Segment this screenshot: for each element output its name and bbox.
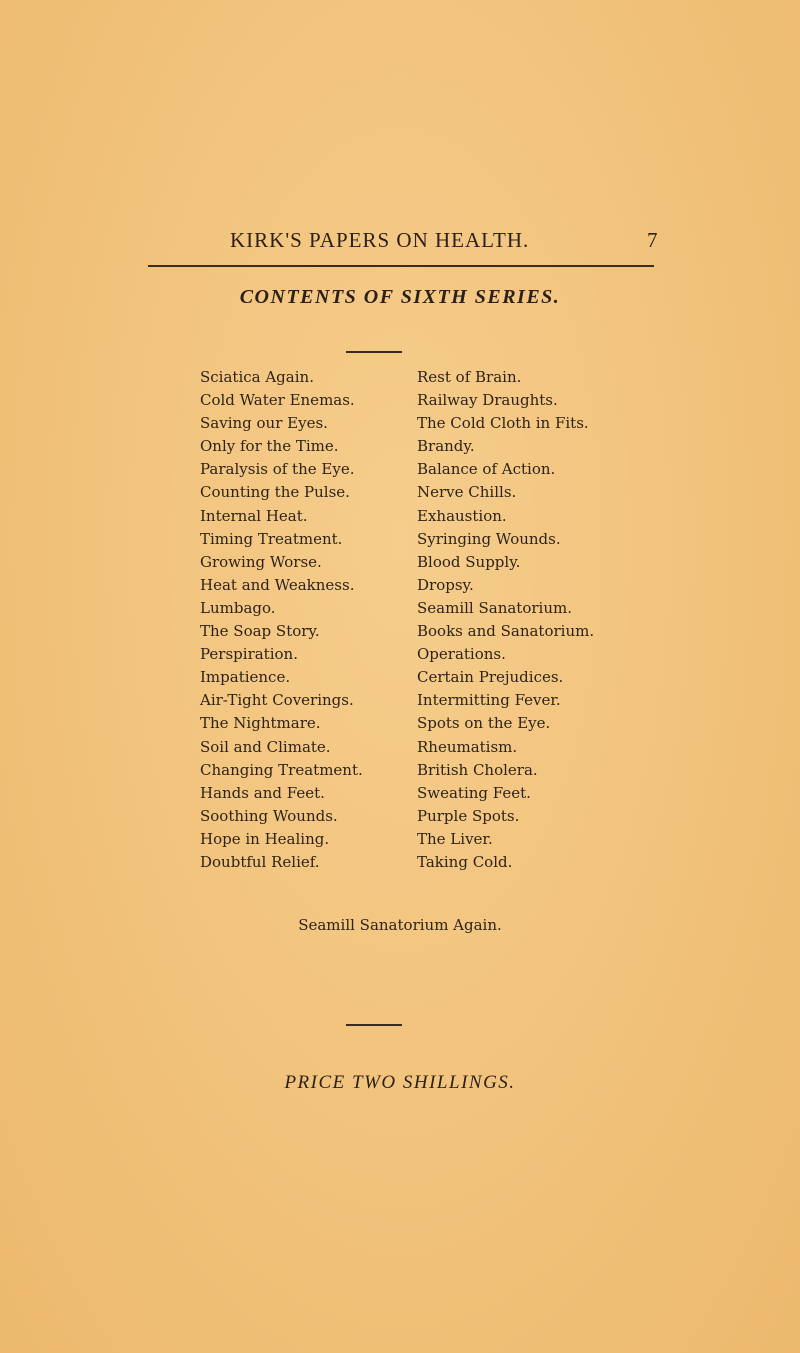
contents-entry: Books and Sanatorium. <box>417 622 595 641</box>
contents-entry: Sciatica Again. <box>200 368 314 386</box>
contents-entry: Lumbago. <box>200 598 276 617</box>
contents-final-entry: Seamill Sanatorium Again. <box>298 916 502 934</box>
contents-entry: Cold Water Enemas. <box>200 391 355 410</box>
contents-entry: Hope in Healing. <box>200 829 330 848</box>
contents-entry: Certain Prejudices. <box>417 668 564 687</box>
price-line: PRICE TWO SHILLINGS. <box>284 1072 516 1093</box>
contents-entry: Impatience. <box>200 668 291 687</box>
running-title: KIRK'S PAPERS ON HEALTH. <box>230 228 530 252</box>
contents-entry: Heat and Weakness. <box>200 575 355 594</box>
contents-entry: Operations. <box>417 645 506 664</box>
contents-entry: Blood Supply. <box>417 552 521 571</box>
contents-entry: Seamill Sanatorium. <box>417 598 572 617</box>
contents-right-column <box>417 366 594 874</box>
contents-entry: Timing Treatment. <box>200 529 343 548</box>
contents-entry: Soothing Wounds. <box>200 806 338 825</box>
contents-entry: Taking Cold. <box>417 852 513 871</box>
contents-entry: Spots on the Eye. <box>417 714 551 733</box>
contents-entry: Soil and Climate. <box>200 737 331 756</box>
header-rule <box>148 265 654 267</box>
contents-entry: Internal Heat. <box>200 506 308 525</box>
contents-entry: Rheumatism. <box>417 737 518 756</box>
contents-entry: The Nightmare. <box>200 714 321 733</box>
contents-entry: Exhaustion. <box>417 506 507 525</box>
contents-entry: Syringing Wounds. <box>417 529 561 548</box>
contents-entry: Sweating Feet. <box>417 783 531 802</box>
contents-entry: Balance of Action. <box>417 460 556 479</box>
contents-entry: Intermitting Fever. <box>417 691 561 710</box>
contents-entry: The Cold Cloth in Fits. <box>417 414 589 433</box>
contents-title: CONTENTS OF SIXTH SERIES. <box>239 286 561 308</box>
contents-entry: British Cholera. <box>417 760 538 779</box>
contents-entry: Only for the Time. <box>200 437 339 456</box>
contents-entry: Nerve Chills. <box>417 483 517 502</box>
price-divider <box>346 1024 402 1026</box>
contents-entry: Doubtful Relief. <box>200 852 320 871</box>
page-number: 7 <box>647 228 658 252</box>
contents-entry: Changing Treatment. <box>200 760 363 779</box>
contents-entry: Perspiration. <box>200 645 298 664</box>
running-head <box>0 228 800 254</box>
contents-entry: The Liver. <box>417 829 493 848</box>
contents-entry: Air-Tight Coverings. <box>200 691 354 710</box>
contents-entry: Railway Draughts. <box>417 391 558 410</box>
contents-entry: Dropsy. <box>417 575 474 594</box>
contents-entry: Brandy. <box>417 437 475 456</box>
contents-entry: Purple Spots. <box>417 806 520 825</box>
contents-left-column <box>200 366 363 874</box>
contents-entry: Growing Worse. <box>200 552 322 571</box>
contents-entry: Saving our Eyes. <box>200 414 328 433</box>
contents-entry: Hands and Feet. <box>200 783 325 802</box>
title-divider <box>346 351 402 353</box>
contents-entry: The Soap Story. <box>200 622 320 641</box>
contents-entry: Paralysis of the Eye. <box>200 460 355 479</box>
contents-entry: Rest of Brain. <box>417 368 522 386</box>
contents-entry: Counting the Pulse. <box>200 483 350 502</box>
